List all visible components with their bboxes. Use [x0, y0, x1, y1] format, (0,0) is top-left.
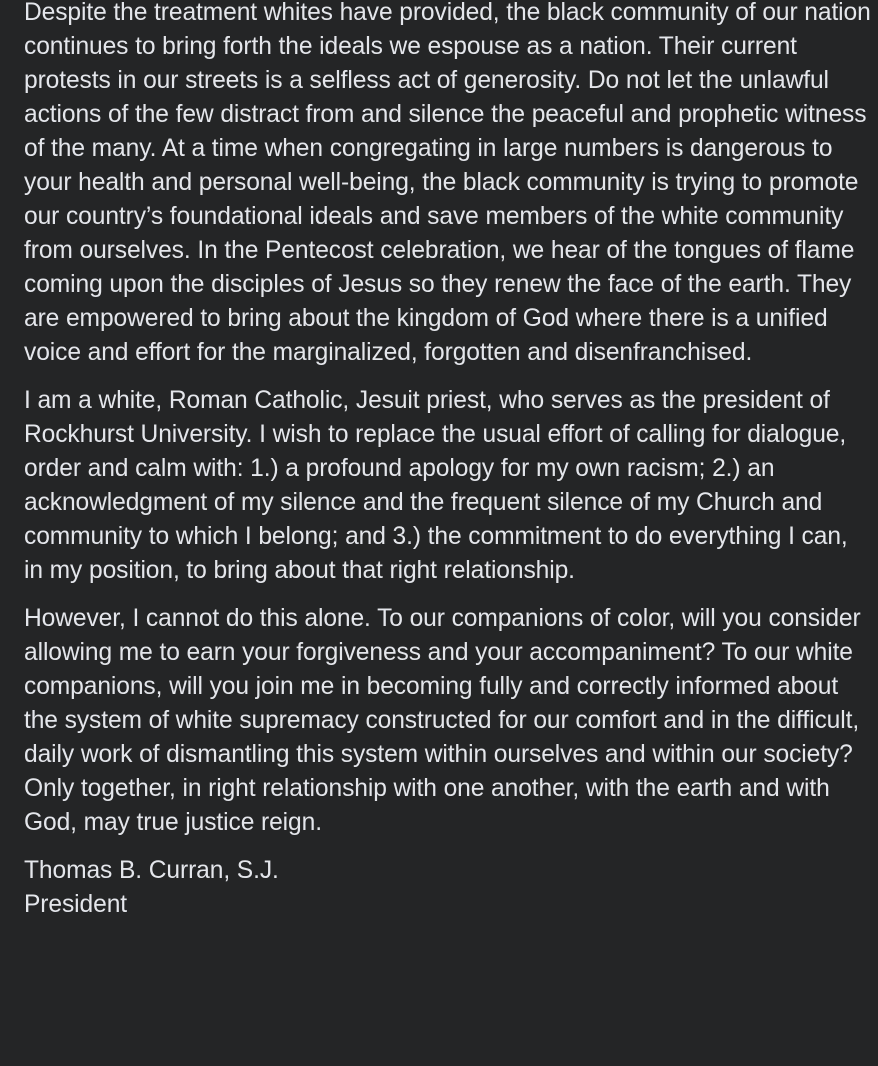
signature-block	[24, 854, 872, 922]
post-paragraph-1: Despite the treatment whites have provided, the black community of our nation continues to bring forth the ideals we espouse as a nation. Their current protests in our streets is a selfless act of generosity. Do not let the unlawful actions of the few distract from and silence the peaceful and prophetic witness of the many. At a time when congregating in large numbers is dangerous to your health and personal well-being, the black community is trying to promote our country’s foundational ideals and save members of the white community from ourselves. In the Pentecost celebration, we hear of the tongues of flame coming upon the disciples of Jesus so they renew the face of the earth. They are empowered to bring about the kingdom of God where there is a unified voice and effort for the marginalized, forgotten and disenfranchised.	[24, 0, 871, 366]
post-paragraph-2: I am a white, Roman Catholic, Jesuit priest, who serves as the president of Rockhurst University. I wish to replace the usual effort of calling for dialogue, order and calm with: 1.) a profound apology for my own racism; 2.) an acknowledgment of my silence and the frequent silence of my Church and community to which I belong; and 3.) the commitment to do everything I can, in my position, to bring about that right relationship.	[24, 387, 848, 584]
signature-name: Thomas B. Curran, S.J.	[24, 857, 279, 884]
post-body	[24, 0, 872, 922]
post-paragraph-3: However, I cannot do this alone. To our companions of color, will you consider allowing me to earn your forgiveness and your accompaniment? To our white companions, will you join me in becoming fully and correctly informed about the system of white supremacy constructed for our comfort and in the difficult, daily work of dismantling this system within ourselves and within our society? Only together, in right relationship with one another, with the earth and with God, may true justice reign.	[24, 605, 861, 836]
signature-title: President	[24, 891, 127, 918]
